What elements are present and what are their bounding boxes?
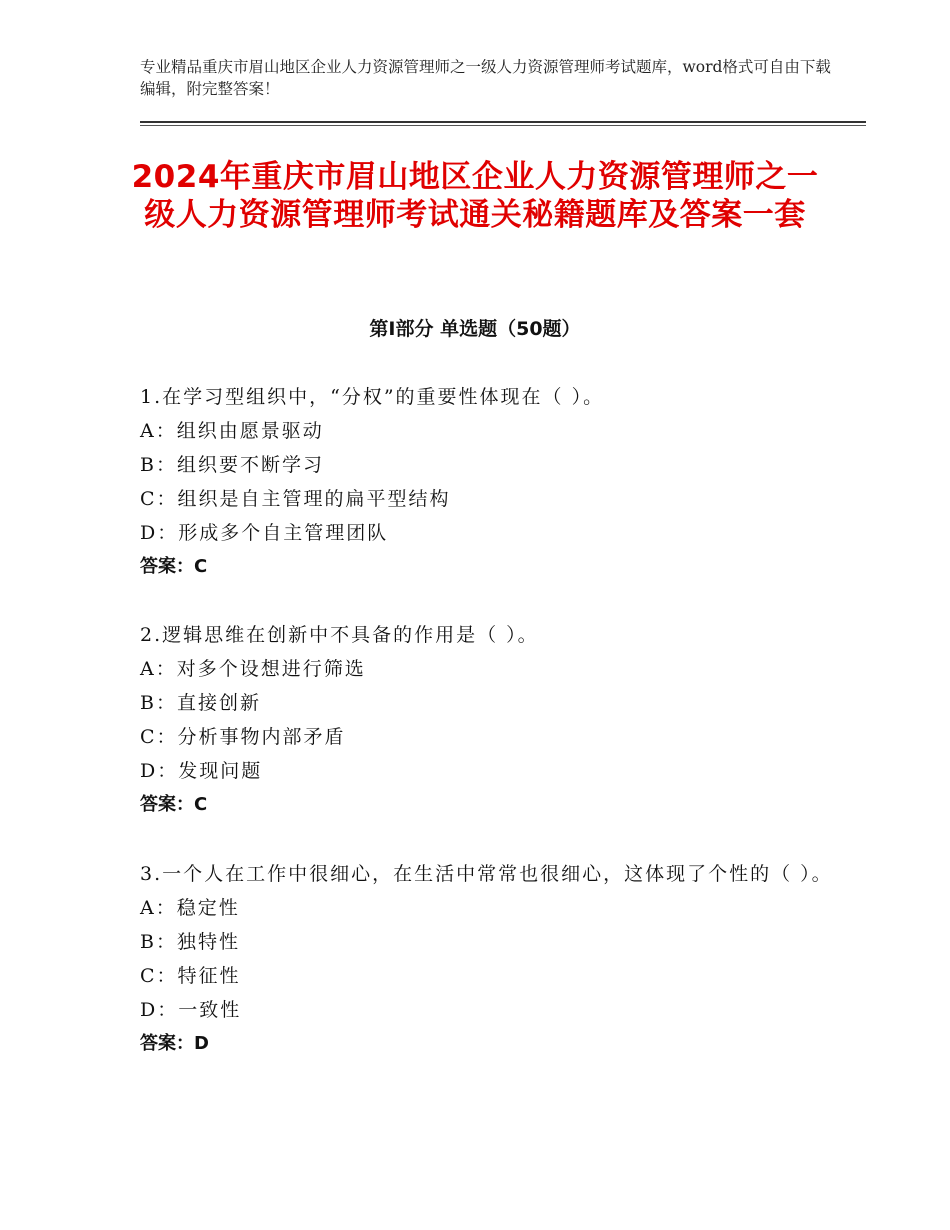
question-stem: 2.逻辑思维在创新中不具备的作用是（ ）。	[140, 624, 539, 646]
header-note: 专业精品重庆市眉山地区企业人力资源管理师之一级人力资源管理师考试题库，word格式可自由下载编辑，附完整答案！	[140, 58, 831, 98]
answer: 答案：C	[140, 794, 208, 815]
option-c: C：特征性	[140, 965, 241, 987]
document-title: 2024年重庆市眉山地区企业人力资源管理师之一级人力资源管理师考试通关秘籍题库及答案一套	[131, 159, 819, 233]
section-title: 第Ⅰ部分 单选题（50题）	[369, 318, 581, 340]
header-rule-thin	[140, 125, 866, 126]
question-3	[140, 857, 840, 1061]
question-2	[140, 618, 840, 822]
option-c: C：分析事物内部矛盾	[140, 726, 346, 748]
answer: 答案：D	[140, 1033, 209, 1054]
option-a: A：稳定性	[140, 897, 240, 919]
option-d: D：一致性	[140, 999, 242, 1021]
option-b: B：组织要不断学习	[140, 454, 324, 476]
option-a: A：组织由愿景驱动	[140, 420, 324, 442]
question-stem: 3.一个人在工作中很细心，在生活中常常也很细心，这体现了个性的（ ）。	[140, 863, 833, 885]
answer: 答案：C	[140, 556, 208, 577]
option-c: C：组织是自主管理的扁平型结构	[140, 488, 451, 510]
option-d: D：形成多个自主管理团队	[140, 522, 389, 544]
question-stem: 1.在学习型组织中，“分权”的重要性体现在（ ）。	[140, 386, 605, 408]
option-a: A：对多个设想进行筛选	[140, 658, 366, 680]
header-rule-thick	[140, 121, 866, 123]
option-b: B：独特性	[140, 931, 240, 953]
option-b: B：直接创新	[140, 692, 261, 714]
option-d: D：发现问题	[140, 760, 263, 782]
question-1	[140, 380, 840, 584]
